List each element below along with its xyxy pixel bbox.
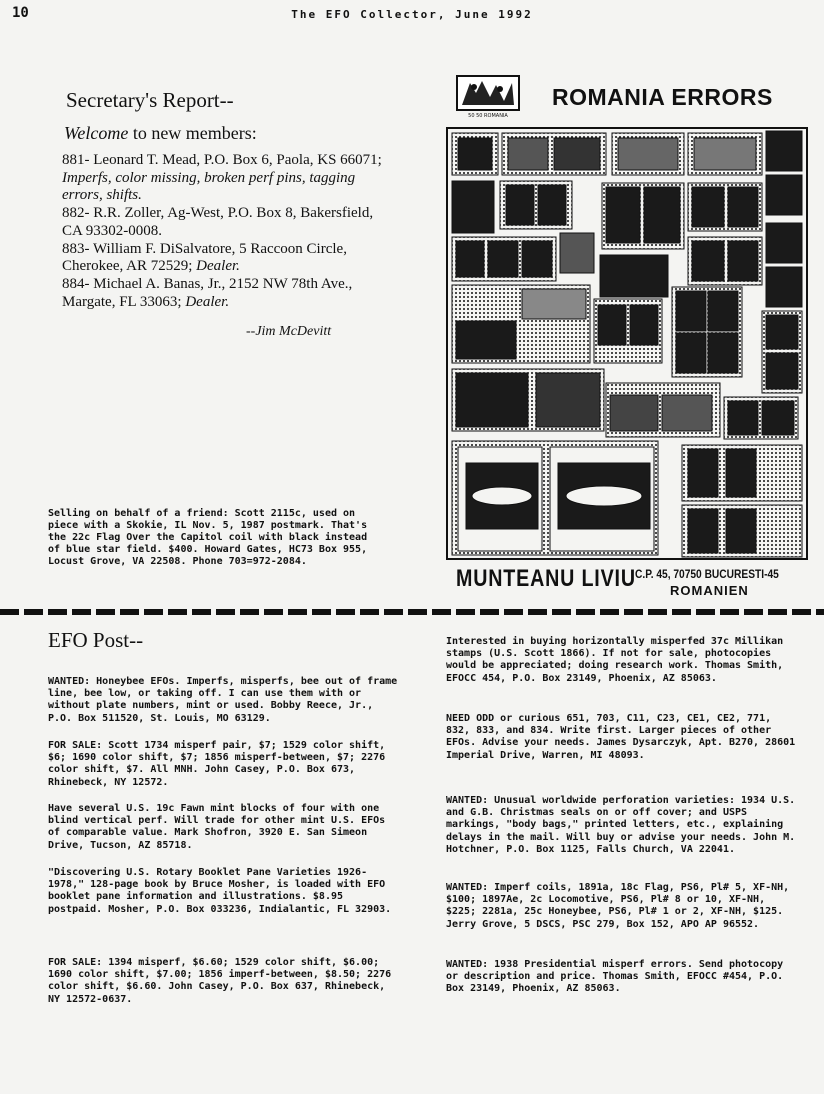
member-entry [62, 205, 392, 240]
member-entry [62, 152, 392, 205]
classified-ad: "Discovering U.S. Rotary Booklet Pane Varieties 1926-1978," 128-page book by Bruce Mosher, is loaded with EFO booklet pane information and illustrations. $8.95 postpaid. Mosher, P.O. Box 033236, Indialantic, FL 32903. [48, 867, 392, 915]
member-text: 881- Leonard T. Mead, P.O. Box 6, Paola, KS 66071; [62, 152, 382, 168]
stamp-sheet-illustration [446, 127, 808, 560]
classified-ad: WANTED: Honeybee EFOs. Imperfs, misperfs, bee out of frame line, bee low, or taking off. I can use them with or without plate numbers, mint or used. Bobby Reece, Jr., P.O. Box 511520, St. Louis, MO 63129. [48, 676, 398, 724]
classified-ad: FOR SALE: Scott 1734 misperf pair, $7; 1529 color shift, $6; 1690 color shift, $7; 1856 misperf-between, $7; 2276 color shift, $7. All MNH. John Casey, P.O. Box 673, Rhinebeck, NY 12572. [48, 740, 386, 788]
classified-ad: FOR SALE: 1394 misperf, $6.60; 1529 color shift, $6.00; 1690 color shift, $7.00; 1856 imperf-between, $8.50; 2276 color shift, $6.60. John Casey, P.O. Box 637, Rhinebeck, NY 12572-0637. [48, 957, 392, 1005]
classified-ad: WANTED: Unusual worldwide perforation varieties: 1934 U.S. and G.B. Christmas seals on or off cover; and USPS markings, "body bags," printed letters, etc., explaining delays in the mail. Will buy or advise your needs. John M. Hotchner, P.O. Box 1125, Falls Church, VA 22041. [446, 795, 796, 855]
member-text: 882- R.R. Zoller, Ag-West, P.O. Box 8, Bakersfield, CA 93302-0008. [62, 205, 374, 239]
dealer-name: MUNTEANU LIVIU [456, 565, 636, 592]
welcome-word: Welcome [64, 123, 129, 143]
romania-logo-caption: 50 50 ROMANIA [468, 113, 508, 119]
welcome-rest: to new members: [128, 123, 257, 143]
member-note: Imperfs, color missing, broken perf pins, tagging errors, shifts. [62, 169, 356, 204]
efo-post-title: EFO Post-- [48, 628, 144, 652]
running-header: The EFO Collector, June 1992 [291, 8, 533, 21]
classified-ad: WANTED: 1938 Presidential misperf errors. Send photocopy or description and price. Thomas Smith, EFOCC #454, P.O. Box 23149, Phoenix, AZ 85063. [446, 959, 784, 995]
member-note: Dealer. [185, 293, 230, 310]
classified-ad: NEED ODD or curious 651, 703, C11, C23, CE1, CE2, 771, 832, 833, and 834. Write first. Larger pieces of other EFOs. Advise your needs. James Dysarczyk, Apt. B270, 28601 Imperial Drive, Warren, MI 48093. [446, 713, 796, 761]
member-note: Dealer. [196, 258, 240, 275]
romania-ad-title: ROMANIA ERRORS [552, 84, 773, 110]
secretary-report-title: Secretary's Report-- [66, 88, 234, 112]
dealer-country: ROMANIEN [670, 583, 749, 598]
page-number: 10 [12, 5, 29, 21]
classified-ad: Have several U.S. 19c Fawn mint blocks of four with one blind vertical perf. Will trade for other mint U.S. EFOs of comparable value. Mark Shofron, 3920 E. San Simeon Drive, Tucson, AZ 85718. [48, 803, 386, 851]
member-entry [62, 276, 392, 311]
dealer-address: C.P. 45, 70750 BUCURESTI-45 [635, 567, 779, 581]
member-text: 883- William F. DiSalvatore, 5 Raccoon Circle, Cherokee, AR 72529; [62, 240, 347, 275]
classified-ad: WANTED: Imperf coils, 1891a, 18c Flag, PS6, Pl# 5, XF-NH, $100; 1897Ae, 2c Locomotive, PS6, Pl# 8 or 10, XF-NH, $225; 2281a, 25c Honeybee, PS6, Pl# 1 or 2, XF-NH, $125. Jerry Grove, 5 DSCS, PSC 279, Box 152, APO AP 96552. [446, 882, 790, 930]
welcome-line [64, 123, 257, 144]
classified-ad: Interested in buying horizontally misperfed 37c Millikan stamps (U.S. Scott 1866). If not for sale, photocopies would be appreciated; doing research work. Thomas Smith, EFOCC 454, P.O. Box 23149, Phoenix, AZ 85063. [446, 636, 784, 684]
member-entry [62, 241, 392, 276]
selling-notice: Selling on behalf of a friend: Scott 2115c, used on piece with a Skokie, IL Nov. 5, 1987 postmark. That's the 22c Flag Over the Capitol coil with black instead of blue star field. $400. Howard Gates, HC73 Box 955, Locust Grove, VA 22508. Phone 703=972-2084. [48, 508, 368, 568]
romania-stamp-logo [456, 75, 520, 119]
secretary-signature: --Jim McDevitt [246, 324, 332, 339]
new-members-list [62, 152, 392, 311]
member-text: 884- Michael A. Banas, Jr., 2152 NW 78th Ave., Margate, FL 33063; [62, 275, 353, 310]
section-divider [0, 609, 824, 615]
